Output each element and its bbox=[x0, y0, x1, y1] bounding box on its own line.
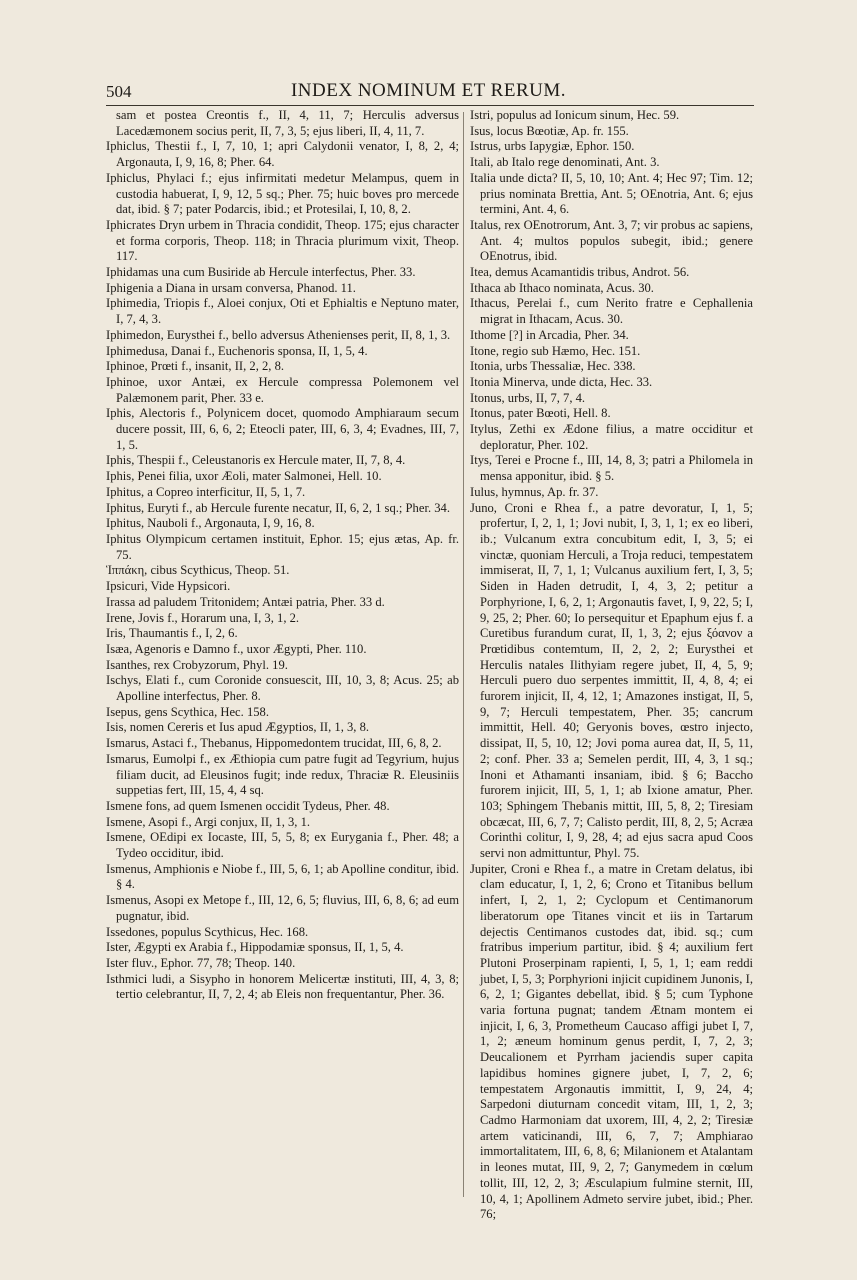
index-entry: Juno, Croni e Rhea f., a patre devoratur, I, 1, 5; profertur, I, 2, 1, 1; Jovi nubit, I, 3, 1, 1; ex eo liberi, ib.; Vulcanum extra concubitum edit, I, 3, 5; ei vinctæ, quoniam Herculi, a Troja reduci, tempestatem immiserat, II, 7, 1, 1; Vulcanus auxilium fert, I, 3, 5; Siden in Haden detrudit, I, 4, 3, 2; petitur a Porphyrione, I, 6, 2, 1; Argonautis favet, I, 9, 22, 5; I, 9, 25, 2; Pher. 60; Io persequitur et Epaphum ejus f. a Curetibus furandum curat, II, 1, 3, 2; ejus ξόανον a Prœtidibus contemtum, II, 2, 2, 2; Eurysthei et Herculis natales Ilithyiam regere jubet, II, 4, 5, 9; Herculi puero duo serpentes immittit, II, 4, 8, 4; ei furorem injicit, II, 4, 12, 1; Amazones instigat, II, 5, 9, 7; Herculi tempestatem, Pher. 35; cancrum immittit, Hell. 40; Geryonis boves, œstro injecto, dissipat, II, 5, 10, 12; Jovi poma aurea dat, II, 5, 11, 2; conf. Pher. 33 a; Semelen perdit, III, 4, 3, 1 sq.; Inoni et Athamanti insaniam, ibid. § 6; Baccho furorem injicit, III, 5, 1, 1; ab Ixione amatur, Pher. 103; Sphingem Thebanis mittit, III, 5, 8, 2; Tiresiam obcæcat, III, 6, 7, 7; Calisto perdit, III, 8, 2, 5; Acræa Corinthi colitur, I, 9, 28, 4; ad ejus sacra apud Coos servi non admittuntur, Phyl. 75. bbox=[470, 500, 753, 861]
index-entry: Ister fluv., Ephor. 77, 78; Theop. 140. bbox=[106, 955, 296, 970]
index-entry: Isus, locus Bœotiæ, Ap. fr. 155. bbox=[470, 123, 629, 138]
index-entry: Ithome [?] in Arcadia, Pher. 34. bbox=[470, 327, 629, 342]
index-entry: sam et postea Creontis f., II, 4, 11, 7; Herculis adversus Lacedæmonem socius perit, II, 7, 3, 5; ejus liberi, II, 4, 11, 7. bbox=[116, 108, 459, 138]
index-entry: Ischys, Elati f., cum Coronide consuescit, III, 10, 3, 8; Acus. 25; ab Apolline interfectus, Pher. 8. bbox=[106, 673, 459, 704]
index-entry: Ismene fons, ad quem Ismenen occidit Tydeus, Pher. 48. bbox=[106, 798, 390, 813]
index-entry: Italia unde dicta? II, 5, 10, 10; Ant. 4; Hec 97; Tim. 12; prius nominata Brettia, Ant. 5; OEnotria, Ant. 6; ejus termini, Ant. 4, 6. bbox=[470, 170, 753, 217]
index-entry: Istrus, urbs Iapygiæ, Ephor. 150. bbox=[470, 139, 635, 154]
index-entry: Itonus, urbs, II, 7, 7, 4. bbox=[470, 390, 586, 405]
column-divider bbox=[463, 112, 464, 1197]
index-entry: Itali, ab Italo rege denominati, Ant. 3. bbox=[470, 155, 660, 170]
index-entry: Ithacus, Perelai f., cum Nerito fratre e Cephallenia migrat in Ithacam, Acus. 30. bbox=[470, 296, 753, 327]
index-entry: Iphitus, Nauboli f., Argonauta, I, 9, 16, 8. bbox=[106, 516, 315, 531]
index-entry: Itea, demus Acamantidis tribus, Androt. 56. bbox=[470, 265, 690, 280]
index-entry: Ismarus, Eumolpi f., ex Æthiopia cum patre fugit ad Tegyrium, hujus filiam ducit, ad Eleusinos fugit; inde redux, Thraciæ R. Eleusiniis suppetias fert, III, 15, 4, 4 sq. bbox=[106, 751, 459, 798]
index-entry: Iphinoe, Prœti f., insanit, II, 2, 2, 8. bbox=[106, 359, 285, 374]
index-entry: Iphimedusa, Danai f., Euchenoris sponsa, II, 1, 5, 4. bbox=[106, 343, 368, 358]
index-entry: Ipsicuri, Vide Hypsicori. bbox=[106, 579, 231, 594]
index-entry: Ismenus, Asopi ex Metope f., III, 12, 6, 5; fluvius, III, 6, 8, 6; ad eum pugnatur, ibid. bbox=[106, 893, 459, 923]
index-entry: Isanthes, rex Crobyzorum, Phyl. 19. bbox=[106, 657, 288, 672]
index-entry: Itonus, pater Bœoti, Hell. 8. bbox=[470, 406, 611, 421]
index-entry: Iphimedon, Eurysthei f., bello adversus Athenienses perit, II, 8, 1, 3. bbox=[106, 327, 451, 342]
index-entry: Iphis, Thespii f., Celeustanoris ex Hercule mater, II, 7, 8, 4. bbox=[106, 453, 406, 468]
page-number: 504 bbox=[106, 82, 132, 101]
index-entry: Iphimedia, Triopis f., Aloei conjux, Oti et Ephialtis e Neptuno mater, I, 7, 4, 3. bbox=[106, 296, 459, 327]
index-entry: Itonia Minerva, unde dicta, Hec. 33. bbox=[470, 374, 653, 389]
index-entry: Iulus, hymnus, Ap. fr. 37. bbox=[470, 484, 599, 499]
index-entry: Ismenus, Amphionis e Niobe f., III, 5, 6, 1; ab Apolline conditur, ibid. § 4. bbox=[106, 861, 459, 892]
index-entry: Italus, rex OEnotrorum, Ant. 3, 7; vir probus ac sapiens, Ant. 4; multos populos subegit, ibid.; genere OEnotrus, ibid. bbox=[470, 217, 753, 264]
index-entry: Jupiter, Croni e Rhea f., a matre in Cretam delatus, ibi clam educatur, I, 1, 2, 6; Crono et Titanibus bellum infert, I, 2, 1, 2; Cyclopum et Centimanorum liberatorum ope Titanes vincit et iis in Tartarum dejectis Centimanos custodes dat, ibid. sq.; cum fratribus imperium partitur, ibid. § 4; auxilium fert Plutoni Proserpinam rapienti, I, 5, 1, 1; eam reddi jubet, I, 5, 3; Porphyrioni injicit cupidinem Junonis, I, 6, 2, 1; Gigantes debellat, ibid. § 5; cum Typhone varia fortuna pugnat; tandem Ætnam montem ei injicit, I, 6, 3, Prometheum Caucaso affigi jubet I, 7, 1, 2; æneum hominum genus perdit, I, 7, 2, 3; Deucalionem et Pyrrham jaciendis super capita lapidibus homines gignere jubet, I, 7, 2, 6; tempestatem Argonautis immittit, I, 9, 24, 4; Sarpedoni diuturnam concedit vitam, III, 1, 2, 3; Cadmo Harmoniam dat uxorem, III, 4, 2, 2; Tiresiæ artem vaticinandi, III, 6, 7, 7; Amphiarao immortalitatem, III, 6, 8, 6; Milanionem et Atalantam in leones mutat, III, 9, 2, 7; Ganymedem in cœlum tollit, III, 12, 2, 3; Æsculapium fulmine sternit, III, 10, 4, 1; Apollinem Admeto servire jubet, ibid.; Pher. 76; bbox=[470, 861, 753, 1222]
index-entry: Isis, nomen Cereris et Ius apud Ægyptios, II, 1, 3, 8. bbox=[106, 720, 370, 735]
index-entry: Ismene, OEdipi ex Iocaste, III, 5, 5, 8; ex Eurygania f., Pher. 48; a Tydeo occiditur, ibid. bbox=[106, 830, 459, 861]
index-entry: Iphiclus, Phylaci f.; ejus infirmitati medetur Melampus, quem in custodia habuerat, I, 9, 12, 5 sq.; Pher. 75; huic boves pro mercede dat, ibid. § 7; pater Podarcis, ibid.; et Protesilai, I, 10, 8, 2. bbox=[106, 170, 459, 217]
index-entry: Istri, populus ad Ionicum sinum, Hec. 59. bbox=[470, 108, 680, 122]
index-entry: Iphitus Olympicum certamen instituit, Ephor. 15; ejus ætas, Ap. fr. 75. bbox=[106, 531, 459, 562]
index-entry: Itys, Terei e Procne f., III, 14, 8, 3; patri a Philomela in mensa apponitur, ibid. § 5. bbox=[470, 453, 753, 484]
index-entry: Ister, Ægypti ex Arabia f., Hippodamiæ sponsus, II, 1, 5, 4. bbox=[106, 940, 404, 955]
index-entry: Ismene, Asopi f., Argi conjux, II, 1, 3, 1. bbox=[106, 814, 311, 829]
index-entry: Iphitus, Euryti f., ab Hercule furente necatur, II, 6, 2, 1 sq.; Pher. 34. bbox=[106, 500, 450, 515]
left-column bbox=[106, 108, 459, 1003]
index-entry: Iphicrates Dryn urbem in Thracia condidit, Theop. 175; ejus character et forma corporis, Theop. 118; in Thracia plurimum vixit, Theop. 117. bbox=[106, 217, 459, 264]
index-entry: Ἱππάκη, cibus Scythicus, Theop. 51. bbox=[106, 563, 290, 578]
index-entry: Itonia, urbs Thessaliæ, Hec. 338. bbox=[470, 359, 636, 374]
index-entry: Ithaca ab Ithaco nominata, Acus. 30. bbox=[470, 280, 654, 295]
index-entry: Isthmici ludi, a Sisypho in honorem Melicertæ instituti, III, 4, 3, 8; tertio celebrantur, II, 7, 2, 4; ab Eleis non frequentantur, Pher. 36. bbox=[106, 971, 459, 1002]
index-entry: Isepus, gens Scythica, Hec. 158. bbox=[106, 704, 269, 719]
right-column bbox=[470, 108, 753, 1223]
index-entry: Iris, Thaumantis f., I, 2, 6. bbox=[106, 626, 238, 641]
index-entry: Iphis, Alectoris f., Polynicem docet, quomodo Amphiaraum secum ducere possit, III, 6, 6, 2; Eteocli pater, III, 6, 3, 4; Evadnes, III, 7, 1, 5. bbox=[106, 406, 459, 452]
header-rule bbox=[106, 105, 754, 106]
index-entry: Isæa, Agenoris e Damno f., uxor Ægypti, Pher. 110. bbox=[106, 641, 367, 656]
index-entry: Iphinoe, uxor Antæi, ex Hercule compressa Polemonem vel Palæmonem parit, Pher. 33 e. bbox=[106, 374, 459, 405]
index-entry: Irassa ad paludem Tritonidem; Antæi patria, Pher. 33 d. bbox=[106, 594, 385, 609]
index-entry: Itylus, Zethi ex Ædone filius, a matre occiditur et deploratur, Pher. 102. bbox=[470, 422, 753, 452]
index-entry: Iphigenia a Diana in ursam conversa, Phanod. 11. bbox=[106, 280, 356, 295]
index-entry: Iphidamas una cum Busiride ab Hercule interfectus, Pher. 33. bbox=[106, 265, 416, 280]
running-head: INDEX NOMINUM ET RERUM. bbox=[290, 80, 567, 101]
index-entry: Irene, Jovis f., Horarum una, I, 3, 1, 2. bbox=[106, 610, 300, 625]
index-entry: Ismarus, Astaci f., Thebanus, Hippomedontem trucidat, III, 6, 8, 2. bbox=[106, 736, 442, 751]
index-entry: Issedones, populus Scythicus, Hec. 168. bbox=[106, 924, 309, 939]
index-entry: Iphitus, a Copreo interficitur, II, 5, 1, 7. bbox=[106, 484, 306, 499]
index-entry: Itone, regio sub Hæmo, Hec. 151. bbox=[470, 343, 641, 358]
index-entry: Iphis, Penei filia, uxor Æoli, mater Salmonei, Hell. 10. bbox=[106, 469, 382, 484]
index-entry: Iphiclus, Thestii f., I, 7, 10, 1; apri Calydonii venator, I, 8, 2, 4; Argonauta, I, 9, 16, 8; Pher. 64. bbox=[106, 139, 459, 170]
